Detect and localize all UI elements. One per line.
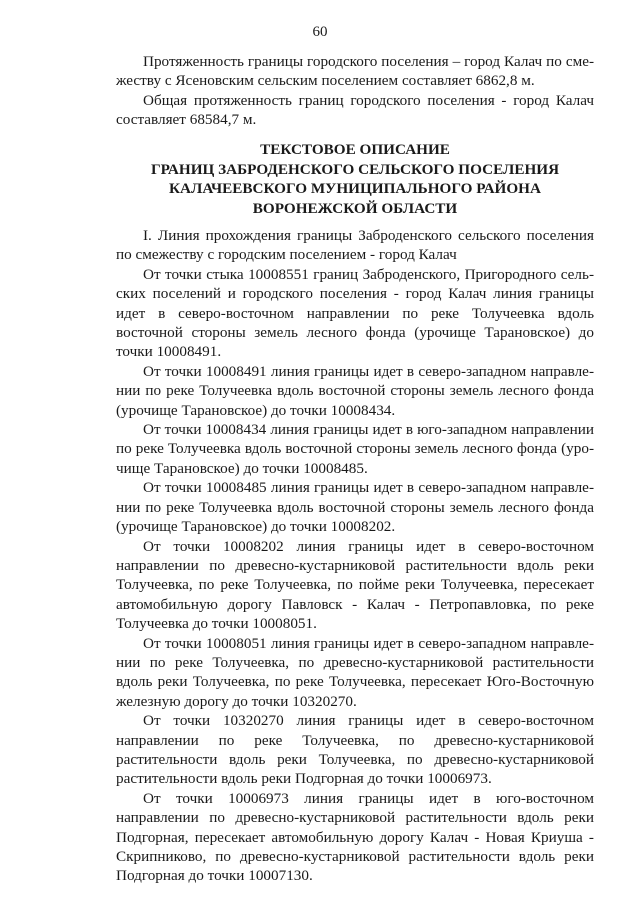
intro-section [116,52,594,130]
body-paragraph: От точки 10320270 линия границы идет в северо-восточном направлении по реке Толучеевка, по древесно-кустарниковой растительности вдоль реки Толучеевка, по древесно-кустарниковой растительности вдоль реки Подгорная до точки 10006973. [116,712,594,788]
intro-paragraph: Общая протяженность границ городского поселения - город Калач составляет 68584,7 м. [116,91,594,129]
body-paragraph: От точки стыка 10008551 границ Заброденского, Пригородного сельских поселений и городского поселения - город Калач линия границы идет в северо-восточном направлении по реке Толучеевка вдоль восточной стороны земель лесного фонда (урочище Тарановское) до точки 10008491. [116,265,594,361]
heading-line: КАЛАЧЕЕВСКОГО МУНИЦИПАЛЬНОГО РАЙОНА [169,180,541,198]
body-paragraph: От точки 10008485 линия границы идет в северо-западном направлении по реке Толучеевка вдоль восточной стороны земель лесного фонда (урочище Тарановское) до точки 10008202. [116,479,594,536]
body-paragraph: От точки 10006973 линия границы идет в юго-восточном направлении по древесно-кустарниковой растительности вдоль реки Подгорная, пересекает автомобильную дорогу Калач - Новая Криуша - Скрипниково, по древесно-кустарниковой растительности вдоль реки Подгорная до точки 10007130. [116,789,594,885]
body-paragraph: От точки 10008051 линия границы идет в северо-западном направлении по реке Толучеевка, по древесно-кустарниковой растительности вдоль реки Толучеевка, по реке Толучеевка, пересекает Юго-Восточную железную дорогу до точки 10320270. [116,634,594,710]
main-section [116,226,594,886]
heading-line: ГРАНИЦ ЗАБРОДЕНСКОГО СЕЛЬСКОГО ПОСЕЛЕНИЯ [150,160,560,178]
document-heading [116,140,594,218]
heading-line: ТЕКСТОВОЕ ОПИСАНИЕ [260,141,450,158]
heading-line: ВОРОНЕЖСКОЙ ОБЛАСТИ [252,199,458,217]
body-paragraph: От точки 10008434 линия границы идет в юго-западном направлении по реке Толучеевка вдоль восточной стороны земель лесного фонда (урочище Тарановское) до точки 10008485. [116,421,594,477]
section-title: I. Линия прохождения границы Заброденского сельского поселения по смежеству с городским поселением - город Калач [116,227,594,264]
body-paragraph: От точки 10008202 линия границы идет в северо-восточном направлении по древесно-кустарниковой растительности вдоль реки Толучеевка, по реке Толучеевка, по пойме реки Толучеевка, пересекает автомобильную дорогу Павловск - Калач - Петропавловка, по реке Толучеевка до точки 10008051. [116,537,594,633]
body-paragraph: От точки 10008491 линия границы идет в северо-западном направлении по реке Толучеевка вдоль восточной стороны земель лесного фонда (урочище Тарановское) до точки 10008434. [116,362,594,419]
intro-paragraph: Протяженность границы городского поселения – город Калач по смежеству с Ясеновским сельским поселением составляет 6862,8 м. [116,53,594,90]
page-number: 60 [312,24,328,40]
